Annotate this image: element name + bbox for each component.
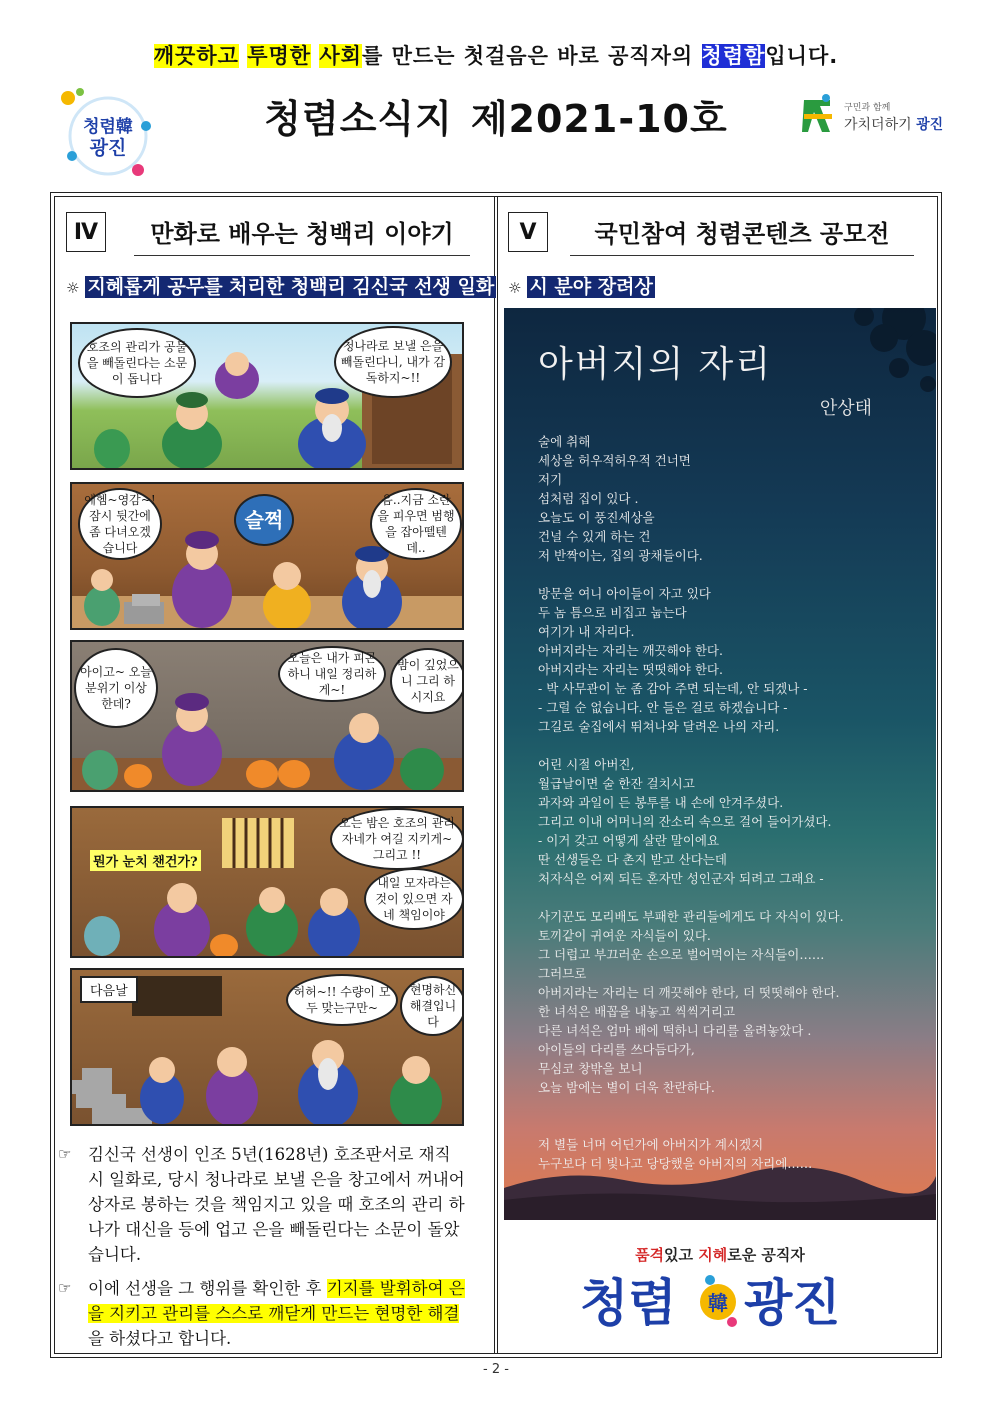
poem-line: 세상을 허우적허우적 건너면 [538, 453, 691, 468]
poem-line: 저 별들 너머 어딘가에 아버지가 계시겠지 [538, 1137, 764, 1152]
para2-lead: 이에 선생을 그 행위를 확인한 후 [88, 1279, 327, 1298]
poem-line: 다른 녀석은 엄마 배에 떡하니 다리를 올려놓았다 . [538, 1023, 812, 1038]
poem-line: 그길로 술집에서 뛰쳐나와 달려온 나의 자리. [538, 719, 780, 734]
motto-b: 있고 [664, 1246, 699, 1264]
poem-line: 오늘도 이 풍진세상을 [538, 510, 655, 525]
poem-card [504, 308, 936, 1220]
slogan-text-end: 입니다. [765, 44, 839, 68]
poem-line: 어린 시절 아버진, [538, 757, 635, 772]
slogan-highlight-3: 사회 [319, 44, 362, 68]
title-text: 청렴소식지 [264, 97, 453, 141]
poem-line: 한 녀석은 배꼽을 내놓고 씩씩거리고 [538, 1004, 736, 1019]
poem-line: 오늘 밤에는 별이 더욱 찬란하다. [538, 1080, 715, 1095]
comic-caption: 다음날 [80, 976, 138, 1003]
logo-right-b: 광진 [916, 117, 944, 133]
poem-line: 월급날이면 술 한잔 걸치시고 [538, 776, 695, 791]
svg-text:광진: 광진 [89, 137, 127, 159]
speech-bubble: 에헴~영감~! 잠시 뒷간에 좀 다녀오겠습니다 [78, 488, 162, 560]
poem-line: 두 놈 틈으로 비집고 눕는다 [538, 605, 687, 620]
section-4-title: 만화로 배우는 청백리 이야기 [134, 214, 470, 256]
svg-text:청렴韓: 청렴韓 [83, 117, 133, 137]
poem-line: 방문을 여니 아이들이 자고 있다 [538, 586, 711, 601]
lightbulb-icon: ☼ [508, 278, 522, 297]
poem-line: 과자와 과일이 든 봉투를 내 손에 안겨주셨다. [538, 795, 784, 810]
issue-number: 제2021-10호 [470, 97, 728, 141]
speech-bubble: 아이고~ 오늘 분위기 이상한데? [74, 648, 158, 728]
speech-bubble: 오는 밤은 호조의 관리 자네가 여길 지키게~ 그리고 !! [330, 808, 464, 870]
section-4-number: Ⅳ [66, 212, 106, 252]
speech-bubble: 허허~!! 수량이 모두 맞는구만~ [286, 974, 398, 1026]
brand-seal: 韓 [708, 1291, 728, 1315]
poem-line: 무심코 창밖을 보니 [538, 1061, 643, 1076]
poem-line: 아버지라는 자리는 떳떳해야 한다. [538, 662, 723, 677]
column-divider [494, 196, 498, 1354]
story-paragraph-2-text [88, 1276, 468, 1351]
para2-end: 을 하셨다고 합니다. [88, 1329, 232, 1348]
poem-title: 아버지의 자리 [538, 344, 773, 385]
gwangjin-slogan-logo [800, 92, 950, 142]
section-4-subtitle-text: 지혜롭게 공무를 처리한 청백리 김신국 선생 일화 [87, 276, 495, 298]
brand-text-a: 청렴 [580, 1274, 677, 1332]
poem-line: 처자식은 어찌 되든 혼자만 성인군자 되려고 그래요 - [538, 871, 824, 886]
poem-line: 사기꾼도 모리배도 부패한 관리들에게도 다 자식이 있다. [538, 909, 844, 924]
comic-panel-2 [70, 482, 464, 630]
logo-right-text [844, 114, 943, 134]
comic-caption: 뭔가 눈치 챈건가? [90, 850, 201, 871]
page-number: - 2 - [483, 1362, 509, 1377]
poem-stanza-gap [538, 1097, 928, 1116]
comic-panel-5 [70, 968, 464, 1126]
logo-right-small: 구민과 함께 [844, 103, 891, 113]
story-paragraph-1-text: 김신국 선생이 인조 5년(1628년) 호조판서로 재직 시 일화로, 당시 청나라로 보낼 은을 창고에서 꺼내어 상자로 봉하는 것을 책임지고 있을 때 호조의 관리 하나가 대신을 등에 업고 은을 빼돌린다는 소문이 돌았습니다. [88, 1145, 465, 1264]
speech-bubble: 밤이 깊었으니 그리 하시지요 [390, 648, 464, 714]
section-5-title: 국민참여 청렴콘텐츠 공모전 [570, 214, 914, 256]
slogan-highlight-1: 깨끗하고 [153, 44, 239, 68]
poem-line: - 그럴 순 없습니다. 안 들은 걸로 하겠습니다 - [538, 700, 788, 715]
poem-line: 아이들의 다리를 쓰다듬다가, [538, 1042, 695, 1057]
poem-stanza-gap [538, 565, 928, 584]
poem-line: 저 반짝이는, 집의 광채들이다. [538, 548, 703, 563]
story-paragraph-2 [58, 1276, 478, 1351]
motto-a: 품격 [635, 1246, 665, 1264]
poem-line: 그러므로 [538, 966, 587, 981]
comic-strip [70, 322, 464, 1126]
poem-line: 토끼같이 귀여운 자식들이 있다. [538, 928, 711, 943]
lightbulb-icon: ☼ [66, 278, 80, 297]
slogan-highlight-4: 청렴함 [701, 44, 766, 68]
comic-panel-4 [70, 806, 464, 958]
speech-bubble: 내일 모자라는 것이 있으면 자네 책임이야 [364, 868, 464, 930]
poem-stanza-gap [538, 736, 928, 755]
story-paragraph-1 [58, 1142, 478, 1267]
motto-d: 로운 공직자 [727, 1246, 805, 1264]
poem-line: - 이거 갖고 어떻게 살란 말이에요 [538, 833, 720, 848]
speech-bubble: 청나라로 보낼 은을 빼돌린다니, 내가 감독하지~!! [334, 326, 452, 398]
poem-line: 그 더럽고 부끄러운 손으로 벌어먹이는 자식들이…… [538, 947, 825, 962]
poem-line: 여기가 내 자리다. [538, 624, 635, 639]
section-4-subtitle [66, 272, 496, 299]
section-5-number: Ⅴ [508, 212, 548, 252]
section-5-subtitle [508, 272, 655, 299]
brand-text-b: 광진 [744, 1274, 841, 1332]
poem-line: 그리고 이내 어머니의 잔소리 속으로 걸어 들어가셨다. [538, 814, 832, 829]
poem-line: 저기 [538, 472, 563, 487]
pointing-hand-icon: ☞ [58, 1145, 72, 1163]
speech-bubble: 음..지금 소란을 피우면 범행을 잡아뗄텐데.. [370, 488, 462, 560]
speech-bubble: 호조의 관리가 공물을 빼돌린다는 소문이 돕니다 [78, 328, 196, 398]
poem-stanza-gap [538, 1116, 928, 1135]
poem-line: 아버지라는 자리는 깨끗해야 한다. [538, 643, 723, 658]
sound-effect-bubble: 슬쩍 [234, 494, 294, 546]
poem-line: 딴 선생들은 다 촌지 받고 산다는데 [538, 852, 727, 867]
poem-author: 안상태 [819, 398, 872, 419]
motto-c: 지혜 [698, 1246, 728, 1264]
poem-body [538, 432, 928, 1173]
poem-line: 아버지라는 자리는 더 깨끗해야 한다, 더 떳떳해야 한다. [538, 985, 840, 1000]
speech-bubble: 현명하신 해결입니다 [400, 976, 464, 1036]
logo-right-a: 가치더하기 [844, 117, 912, 133]
poem-line: 누구보다 더 빛나고 당당했을 아버지의 자리에…… [538, 1156, 813, 1171]
slogan-text: 를 만드는 첫걸음은 바로 공직자의 [361, 44, 702, 68]
para2-highlight: 기지를 발휘하여 은을 지키고 관리를 스스로 깨닫게 만드는 현명한 해결 [88, 1279, 465, 1323]
poem-stanza-gap [538, 888, 928, 907]
brand-logo [560, 1262, 880, 1342]
comic-panel-3 [70, 640, 464, 792]
section-5-subtitle-text: 시 분야 장려상 [529, 276, 653, 298]
poem-line: 술에 취해 [538, 434, 591, 449]
pointing-hand-icon: ☞ [58, 1279, 72, 1297]
poem-line: - 박 사무관이 눈 좀 감아 주면 되는데, 안 되겠나 - [538, 681, 808, 696]
comic-panel-1 [70, 322, 464, 470]
poem-line: 섬처럼 집이 있다 . [538, 491, 639, 506]
slogan-space [239, 44, 247, 68]
slogan-highlight-2: 투명한 [247, 44, 312, 68]
slogan [0, 40, 992, 70]
speech-bubble: 오늘은 내가 피곤하니 내일 정리하게~! [278, 646, 386, 702]
poem-line: 건널 수 있게 하는 건 [538, 529, 651, 544]
